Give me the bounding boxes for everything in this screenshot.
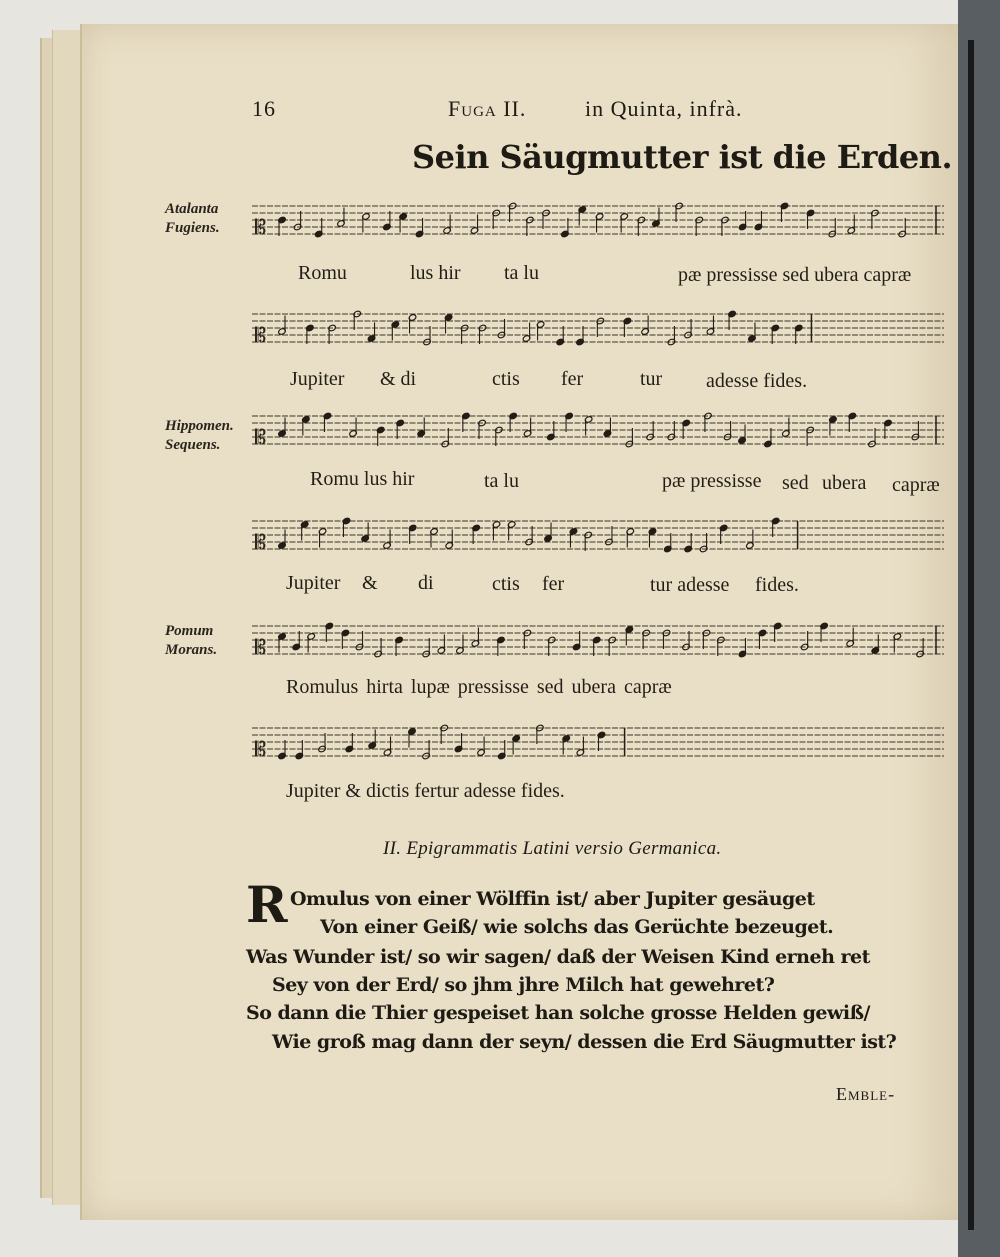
page-number: 16 (252, 96, 276, 121)
lyric: fer (561, 368, 584, 390)
song-title: Sein Säugmutter ist die Erden. (412, 138, 953, 176)
lyric: Romu (298, 262, 347, 284)
verse-line: So dann die Thier gespeiset han solche grosse Helden gewiß/ (246, 1002, 870, 1024)
voice-label-atalanta (165, 200, 220, 238)
lyric: fides. (755, 574, 799, 596)
lyric: & (362, 572, 378, 594)
verse-line: Sey von der Erd/ so jhm jhre Milch hat gewehret? (272, 974, 775, 996)
lyric: adesse fides. (706, 370, 808, 392)
verse-line: Was Wunder ist/ so wir sagen/ daß der Weisen Kind erneh ret (246, 946, 870, 968)
music-staff-4 (252, 515, 944, 561)
drop-cap: R (246, 875, 288, 934)
voice-label-line: Fugiens. (165, 220, 220, 236)
lyric: ctis (492, 368, 520, 390)
lyric: Jupiter (286, 572, 341, 594)
music-staff-3 (252, 410, 944, 456)
music-staff-2 (252, 308, 944, 354)
lyric: lus hir (410, 262, 461, 284)
lyric: Romulus hirta lupæ pressisse sed ubera capræ (286, 676, 672, 698)
clef-symbol: 𝄡 (255, 635, 267, 659)
catchword: Emble- (836, 1084, 896, 1104)
lyric: pæ pressisse sed ubera capræ (678, 264, 912, 286)
lyric: tur adesse (650, 574, 730, 596)
lyric: Jupiter & dictis fertur adesse fides. (286, 780, 565, 802)
voice-label-line: Atalanta (165, 201, 219, 217)
verse-line: Von einer Geiß/ wie solchs das Gerüchte bezeuget. (320, 916, 834, 938)
lyric: sed (782, 472, 809, 494)
clef-symbol: 𝄡 (255, 323, 267, 347)
voice-label-hippomenes (165, 417, 234, 455)
book-binding (958, 0, 1000, 1257)
voice-label-line: Sequens. (165, 437, 221, 453)
clef-symbol: 𝄡 (255, 425, 267, 449)
lyric: Jupiter (290, 368, 345, 390)
voice-label-line: Hippomen. (165, 418, 234, 434)
music-staff-1 (252, 200, 944, 246)
clef-symbol: 𝄡 (255, 530, 267, 554)
lyric: Romu lus hir (310, 468, 415, 490)
clef-symbol: 𝄡 (255, 215, 267, 239)
lyric: ubera (822, 472, 867, 494)
verse-line: Wie groß mag dann der seyn/ dessen die Erd Säugmutter ist? (272, 1031, 897, 1053)
voice-label-pomum (165, 622, 217, 660)
lyric: ctis (492, 573, 520, 595)
clef-symbol: 𝄡 (255, 737, 267, 761)
lyric: & di (380, 368, 417, 390)
music-staff-5 (252, 620, 944, 666)
lyric: ta lu (504, 262, 539, 284)
lyric: capræ (892, 474, 940, 496)
lyric: di (418, 572, 434, 594)
voice-label-line: Morans. (165, 642, 218, 658)
binding-edge (968, 40, 974, 1230)
lyric: pæ pressisse (662, 470, 762, 492)
piece-subtitle: in Quinta, infrà. (585, 96, 743, 121)
lyric: ta lu (484, 470, 519, 492)
piece-title: Fuga II. (448, 96, 527, 121)
lyric: tur (640, 368, 663, 390)
music-staff-6 (252, 722, 944, 768)
verse-line: Omulus von einer Wölffin ist/ aber Jupiter gesäuget (290, 888, 815, 910)
lyric: fer (542, 573, 565, 595)
epigram-heading: II. Epigrammatis Latini versio Germanica. (383, 838, 722, 859)
voice-label-line: Pomum (165, 623, 214, 639)
